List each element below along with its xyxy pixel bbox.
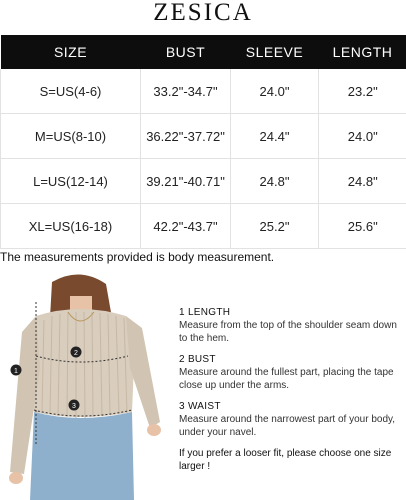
marker-1 — [11, 365, 22, 376]
cell-bust: 39.21"-40.71" — [141, 159, 231, 204]
table-row — [1, 204, 406, 249]
header-size: SIZE — [1, 35, 141, 69]
table-header-row — [1, 35, 406, 69]
step-title: 3 WAIST — [179, 401, 221, 412]
measurement-instructions — [179, 306, 399, 473]
header-length: LENGTH — [319, 35, 406, 69]
size-chart-table — [0, 35, 406, 249]
svg-text:1: 1 — [14, 368, 18, 375]
cell-length: 24.0" — [319, 114, 406, 159]
cell-sleeve: 24.8" — [231, 159, 319, 204]
step-bust — [179, 353, 399, 392]
cell-length: 24.8" — [319, 159, 406, 204]
cell-sleeve: 24.4" — [231, 114, 319, 159]
cell-sleeve: 25.2" — [231, 204, 319, 249]
size-tip: If you prefer a looser fit, please choose one size larger ! — [179, 448, 392, 472]
right-hand — [147, 424, 161, 436]
cell-bust: 42.2"-43.7" — [141, 204, 231, 249]
cell-size: M=US(8-10) — [1, 114, 141, 159]
table-row — [1, 69, 406, 114]
model-photo — [0, 272, 170, 500]
brand-logo: ZESICA — [153, 0, 253, 26]
marker-2 — [71, 347, 82, 358]
header-sleeve: SLEEVE — [231, 35, 319, 69]
cell-length: 25.6" — [319, 204, 406, 249]
step-description: Measure from the top of the shoulder seam down to the hem. — [179, 320, 397, 344]
step-title: 1 LENGTH — [179, 307, 231, 318]
svg-text:3: 3 — [72, 403, 76, 410]
header-bust: BUST — [141, 35, 231, 69]
cell-bust: 33.2"-34.7" — [141, 69, 231, 114]
step-title: 2 BUST — [179, 354, 216, 365]
step-waist — [179, 400, 399, 439]
cell-bust: 36.22"-37.72" — [141, 114, 231, 159]
step-length — [179, 306, 399, 345]
cell-size: XL=US(16-18) — [1, 204, 141, 249]
model-illustration — [0, 272, 170, 500]
cell-size: L=US(12-14) — [1, 159, 141, 204]
table-row — [1, 159, 406, 204]
measurement-note: The measurements provided is body measurement. — [0, 250, 275, 264]
cell-length: 23.2" — [319, 69, 406, 114]
step-description: Measure around the fullest part, placing the tape close up under the arms. — [179, 367, 394, 391]
marker-3 — [69, 400, 80, 411]
left-hand — [9, 472, 23, 484]
table-row — [1, 114, 406, 159]
cell-size: S=US(4-6) — [1, 69, 141, 114]
step-description: Measure around the narrowest part of your body, under your navel. — [179, 414, 396, 438]
svg-text:2: 2 — [74, 350, 78, 357]
jeans — [30, 412, 134, 500]
cell-sleeve: 24.0" — [231, 69, 319, 114]
